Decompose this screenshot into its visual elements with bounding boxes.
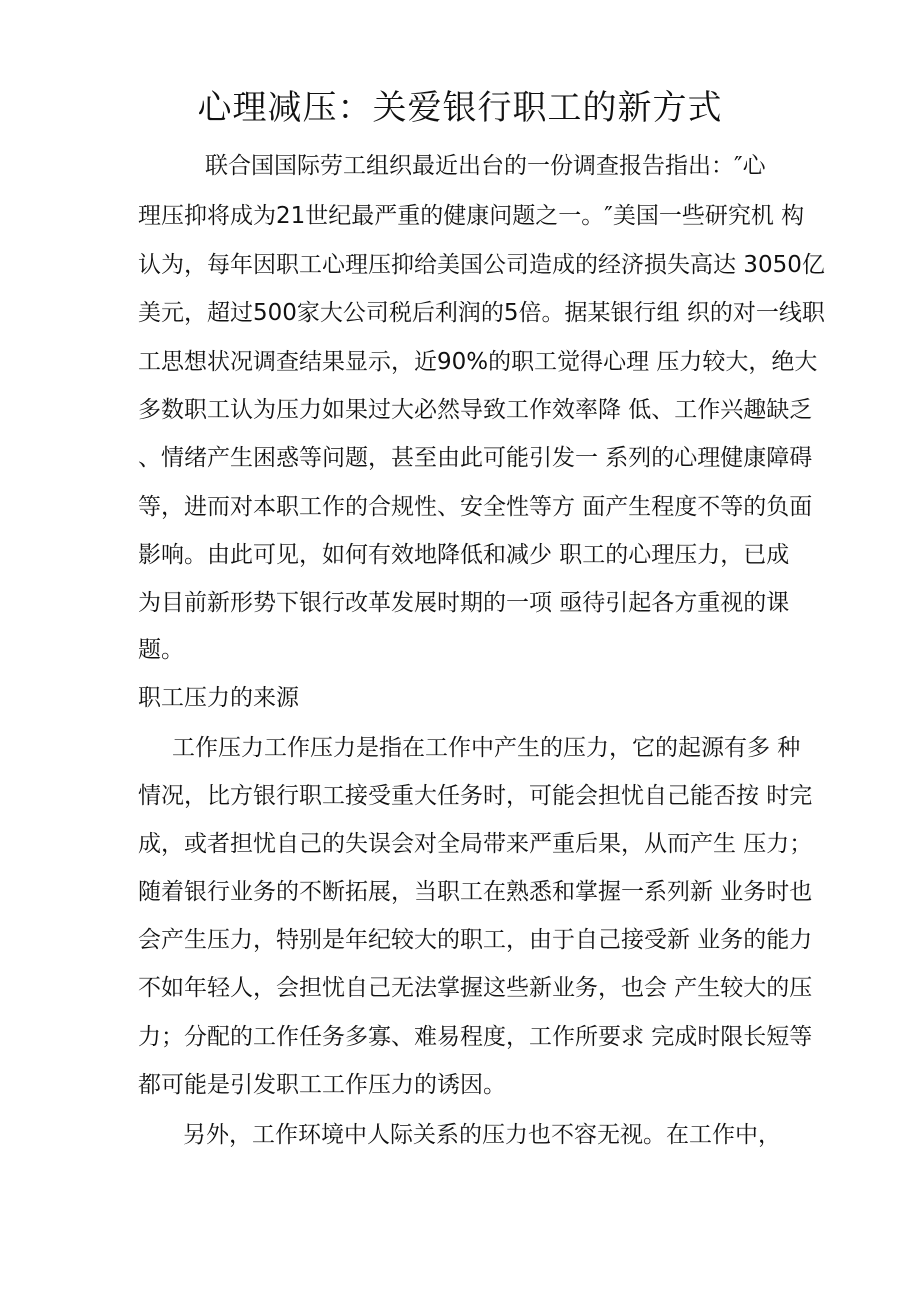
- paragraph-line: 、情绪产生困惑等问题，甚至由此可能引发一 系列的心理健康障碍: [138, 445, 813, 471]
- paragraph-line: 为目前新形势下银行改革发展时期的一项 亟待引起各方重视的课: [138, 590, 790, 616]
- paragraph-line: 认为，每年因职工心理压抑给美国公司造成的经济损失高达 3050亿: [138, 252, 825, 278]
- paragraph-line: 联合国国际劳工组织最近出台的一份调查报告指出：″心: [205, 153, 766, 179]
- paragraph-line: 力；分配的工作任务多寡、难易程度，工作所要求 完成时限长短等: [138, 1024, 813, 1050]
- paragraph-line: 工思想状况调查结果显示，近90%的职工觉得心理 压力较大，绝大: [138, 349, 818, 375]
- paragraph-line: 不如年轻人，会担忧自己无法掌握这些新业务，也会 产生较大的压: [138, 975, 813, 1001]
- paragraph-line: 另外，工作环境中人际关系的压力也不容无视。在工作中，: [183, 1122, 781, 1148]
- paragraph-line: 题。: [138, 637, 184, 663]
- paragraph-line: 等，进而对本职工作的合规性、安全性等方 面产生程度不等的负面: [138, 494, 813, 520]
- paragraph-line: 都可能是引发职工工作压力的诱因。: [138, 1072, 506, 1098]
- paragraph-line: 随着银行业务的不断拓展，当职工在熟悉和掌握一系列新 业务时也: [138, 879, 813, 905]
- paragraph-line: 影响。由此可见，如何有效地降低和减少 职工的心理压力，已成: [138, 542, 790, 568]
- section-heading: 职工压力的来源: [138, 685, 299, 711]
- paragraph-line: 美元，超过500家大公司税后利润的5倍。据某银行组 织的对一线职: [138, 300, 825, 326]
- paragraph-line: 情况，比方银行职工接受重大任务时，可能会担忧自己能否按 时完: [138, 783, 813, 809]
- paragraph-line: 工作压力工作压力是指在工作中产生的压力，它的起源有多 种: [172, 735, 801, 761]
- paragraph-line: 成，或者担忧自己的失误会对全局带来严重后果，从而产生 压力；: [138, 831, 813, 857]
- document-title: 心理减压：关爱银行职工的新方式: [197, 88, 723, 128]
- paragraph-line: 理压抑将成为21世纪最严重的健康问题之一。″美国一些研究机 构: [138, 203, 805, 229]
- paragraph-line: 多数职工认为压力如果过大必然导致工作效率降 低、工作兴趣缺乏: [138, 397, 813, 423]
- paragraph-line: 会产生压力，特别是年纪较大的职工，由于自己接受新 业务的能力: [138, 927, 813, 953]
